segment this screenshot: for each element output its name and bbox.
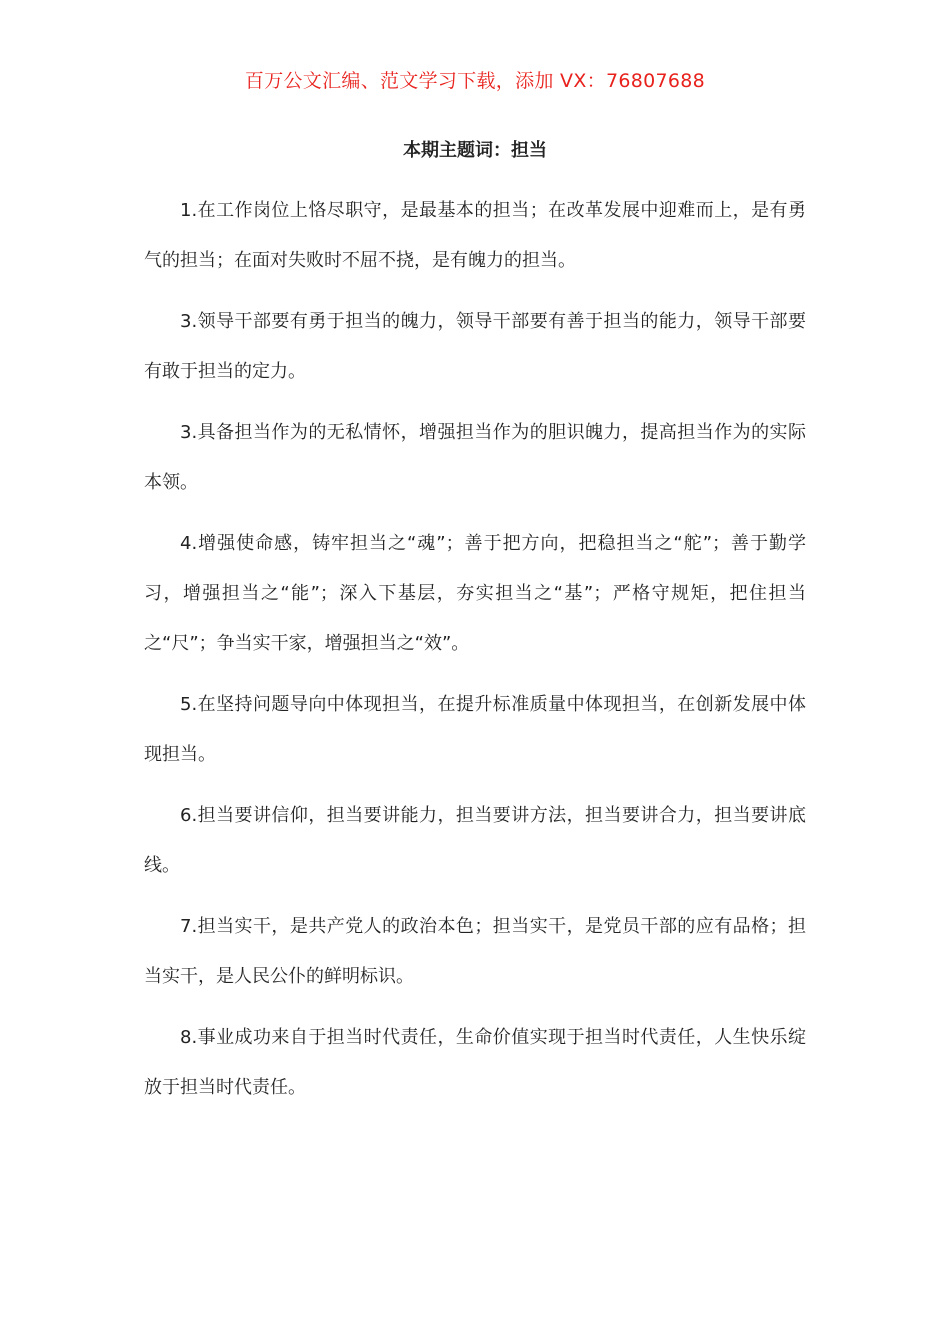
paragraph-1: 1.在工作岗位上恪尽职守，是最基本的担当；在改革发展中迎难而上，是有勇气的担当；在面对失败时不屈不挠，是有魄力的担当。	[144, 200, 806, 271]
paragraph-8: 8.事业成功来自于担当时代责任，生命价值实现于担当时代责任，人生快乐绽放于担当时代责任。	[144, 1027, 806, 1098]
paragraph-7: 7.担当实干，是共产党人的政治本色；担当实干，是党员干部的应有品格；担当实干，是人民公仆的鲜明标识。	[144, 916, 806, 987]
paragraph-4: 4.增强使命感，铸牢担当之“魂”；善于把方向，把稳担当之“舵”；善于勤学习，增强担当之“能”；深入下基层，夯实担当之“基”；严格守规矩，把住担当之“尺”；争当实干家，增强担当之“效”。	[144, 533, 806, 654]
paragraph-2: 3.领导干部要有勇于担当的魄力，领导干部要有善于担当的能力，领导干部要有敢于担当的定力。	[144, 311, 806, 382]
paragraph-3: 3.具备担当作为的无私情怀，增强担当作为的胆识魄力，提高担当作为的实际本领。	[144, 422, 806, 493]
header-banner: 百万公文汇编、范文学习下载，添加 VX：76807688	[244, 70, 706, 92]
page-title: 本期主题词：担当	[403, 140, 547, 161]
paragraph-5: 5.在坚持问题导向中体现担当，在提升标准质量中体现担当，在创新发展中体现担当。	[144, 694, 806, 765]
document-body	[144, 186, 806, 1124]
paragraph-6: 6.担当要讲信仰，担当要讲能力，担当要讲方法，担当要讲合力，担当要讲底线。	[144, 805, 806, 876]
